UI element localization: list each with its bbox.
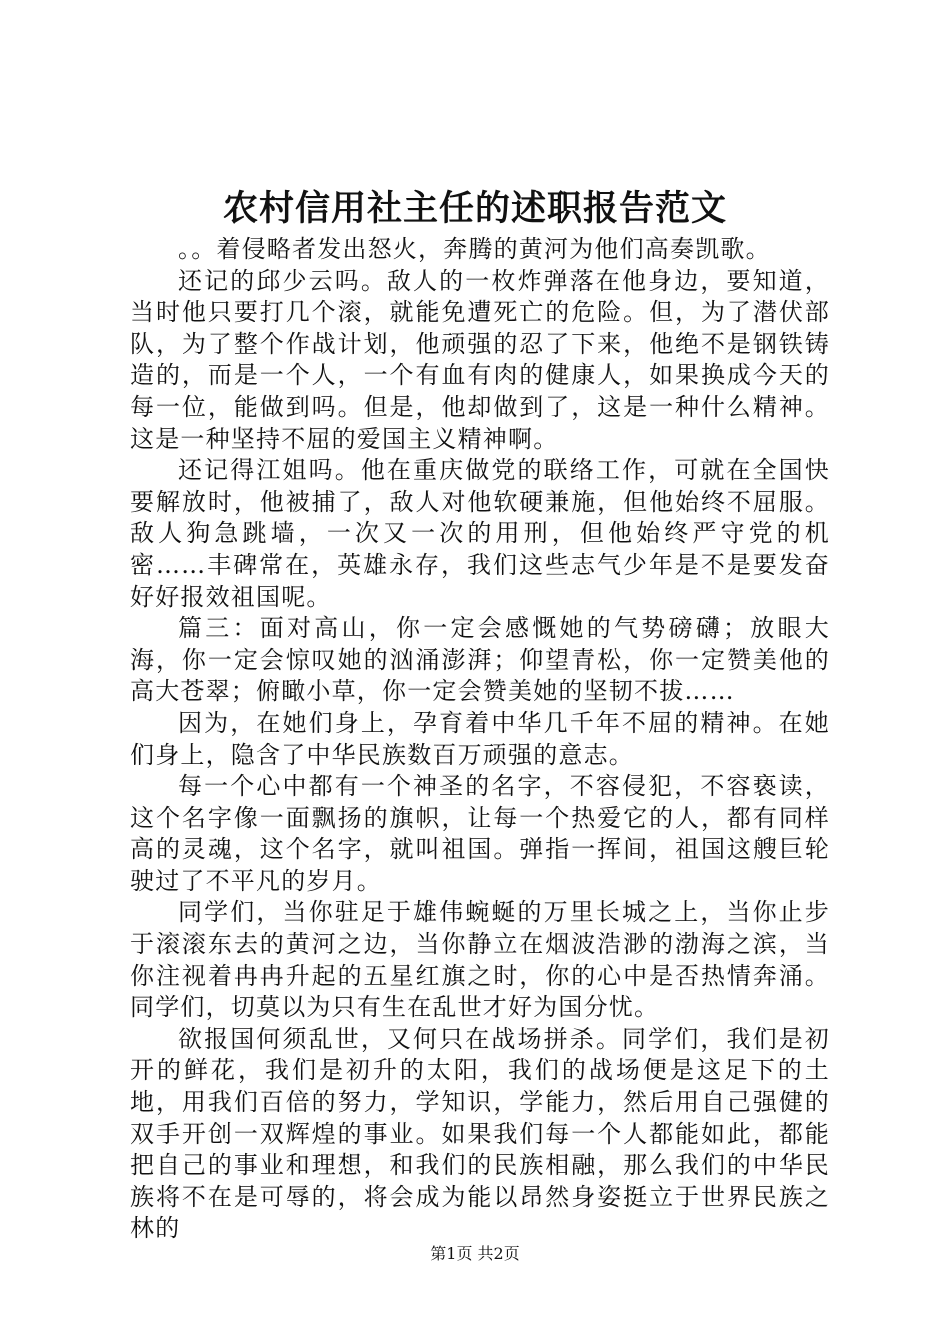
page-footer: 第1页 共2页 [430,1244,520,1263]
paragraph: 还记得江姐吗。他在重庆做党的联络工作，可就在全国快要解放时，他被捕了，敌人对他软硬兼施，但他始终不屈服。敌人狗急跳墙，一次又一次的用刑，但他始终严守党的机密……丰碑常在，英雄永存，我们这些志气少年是不是要发奋好好报效祖国呢。 [130,456,830,611]
document-body [130,234,830,1245]
paragraph: 篇三：面对高山，你一定会感慨她的气势磅礴；放眼大海，你一定会惊叹她的汹涌澎湃；仰望青松，你一定赞美他的高大苍翠；俯瞰小草，你一定会赞美她的坚韧不拔…… [130,614,830,706]
paragraph: 因为，在她们身上，孕育着中华几千年不屈的精神。在她们身上，隐含了中华民族数百万顽强的意志。 [130,708,830,769]
paragraph: 。。着侵略者发出怒火，奔腾的黄河为他们高奏凯歌。 [178,235,771,263]
document-title: 农村信用社主任的述职报告范文 [222,188,727,229]
paragraph: 欲报国何须乱世，又何只在战场拼杀。同学们，我们是初开的鲜花，我们是初升的太阳，我们的战场便是这足下的土地，用我们百倍的努力，学知识，学能力，然后用自己强健的双手开创一双辉煌的事业。如果我们每一个人都能如此，都能把自己的事业和理想，和我们的民族相融，那么我们的中华民族将不在是可辱的，将会成为能以昂然身姿挺立于世界民族之林的 [130,1024,830,1243]
paragraph: 还记的邱少云吗。敌人的一枚炸弹落在他身边，要知道，当时他只要打几个滚，就能免遭死亡的危险。但，为了潜伏部队，为了整个作战计划，他顽强的忍了下来，他绝不是钢铁铸造的，而是一个人，一个有血有肉的健康人，如果换成今天的每一位，能做到吗。但是，他却做到了，这是一种什么精神。这是一种坚持不屈的爱国主义精神啊。 [130,266,830,453]
paragraph: 每一个心中都有一个神圣的名字，不容侵犯，不容亵读，这个名字像一面飘扬的旗帜，让每一个热爱它的人，都有同样高的灵魂，这个名字，就叫祖国。弹指一挥间，祖国这艘巨轮驶过了不平凡的岁月。 [130,772,830,895]
paragraph: 同学们，当你驻足于雄伟蜿蜒的万里长城之上，当你止步于滚滚东去的黄河之边，当你静立在烟波浩渺的渤海之滨，当你注视着冉冉升起的五星红旗之时，你的心中是否热情奔涌。同学们，切莫以为只有生在乱世才好为国分忧。 [130,898,830,1022]
